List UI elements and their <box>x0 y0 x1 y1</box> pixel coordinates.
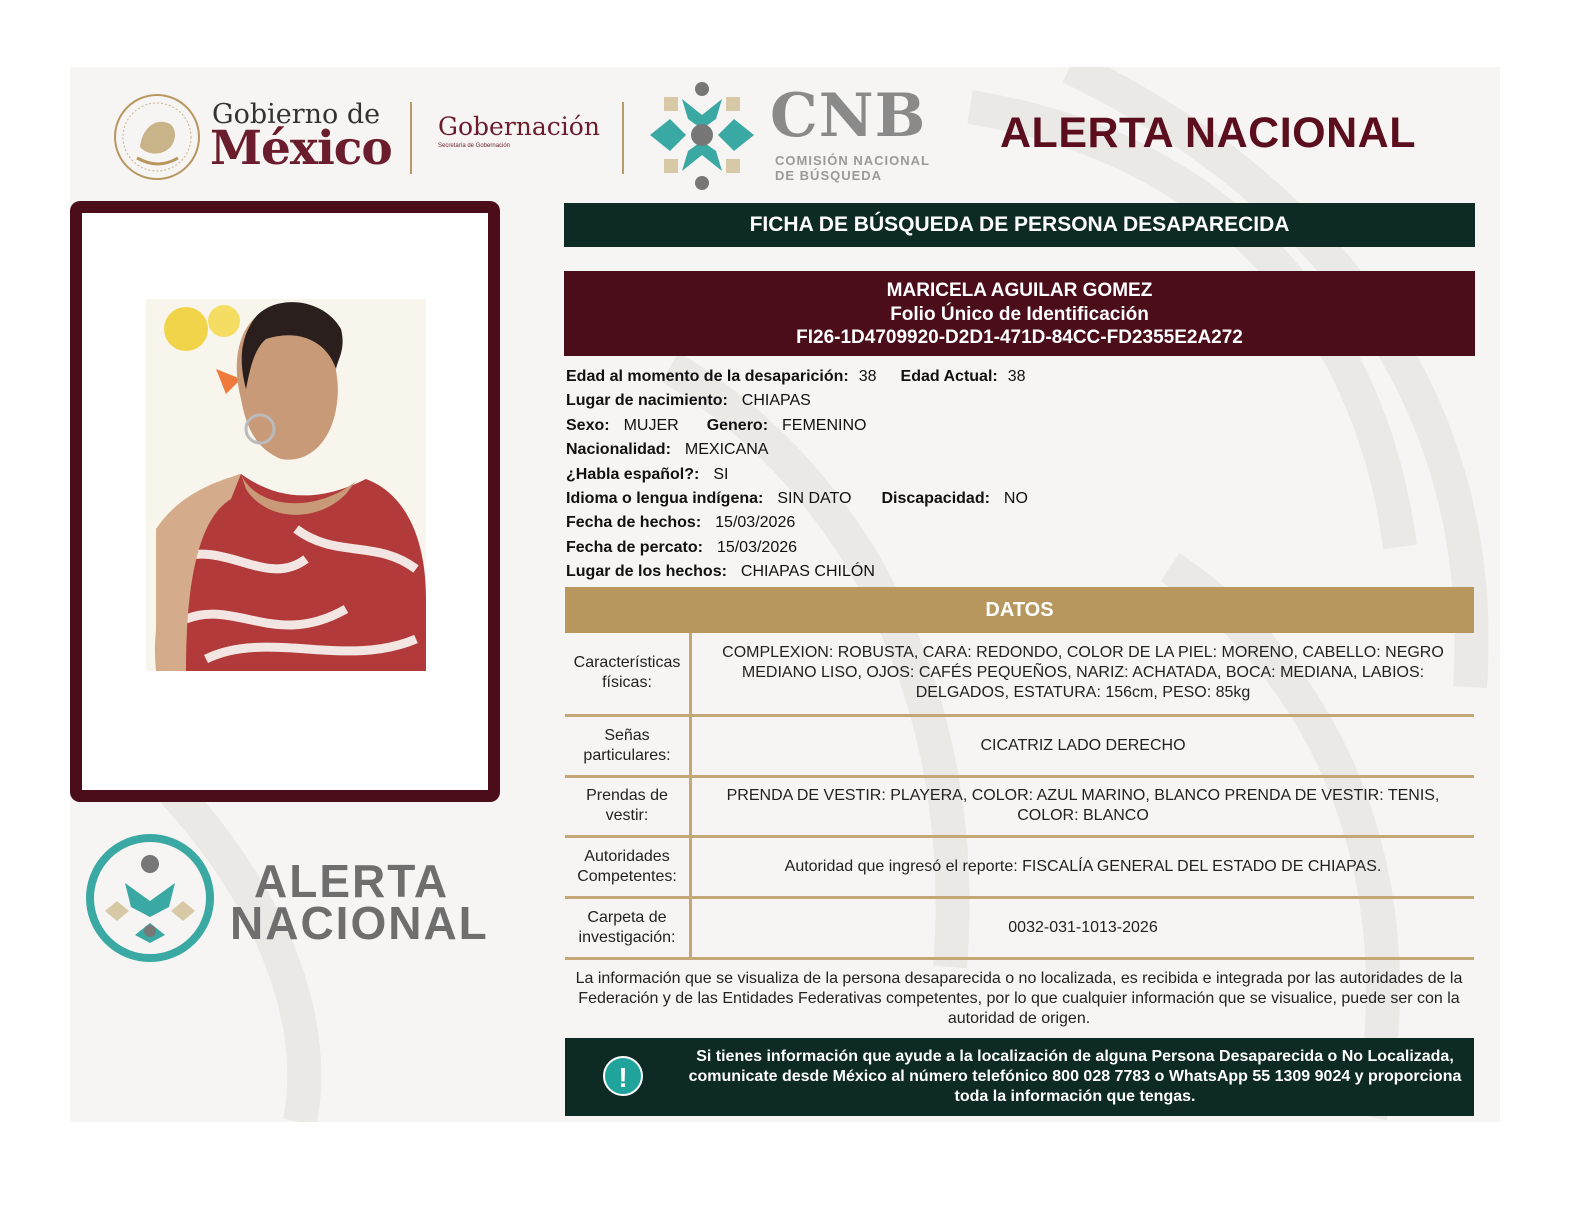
alerta-logo-line1: ALERTA <box>254 855 450 907</box>
folio-label: Folio Único de Identificación <box>890 303 1149 325</box>
cnb-subtitle-line2: DE BÚSQUEDA <box>775 168 883 183</box>
disclaimer-text: La información que se visualiza de la persona desaparecida o no localizada, es recibida e integrada por las autoridades de la Federación y de las Entidades Federativas competentes, por lo que cualquier información que se visualice, puede ser con la autoridad de origen. <box>575 970 1463 1027</box>
datos-title: DATOS <box>565 587 1474 633</box>
fecha-hechos-value: 15/03/2026 <box>715 514 796 532</box>
alerta-logo-line2: NACIONAL <box>230 897 489 949</box>
datos-table <box>565 633 1474 960</box>
fecha-hechos-label: Fecha de hechos: <box>566 514 702 532</box>
datos-label: Prendas de vestir: <box>565 776 691 836</box>
info-row-fecha-percato <box>566 536 1466 560</box>
datos-row <box>565 836 1474 897</box>
datos-label: Carpeta de investigación: <box>565 897 691 958</box>
datos-value: Autoridad que ingresó el reporte: FISCALÍA GENERAL DEL ESTADO DE CHIAPAS. <box>691 836 1475 897</box>
search-sheet <box>70 67 1500 1122</box>
info-row-lugar-hechos <box>566 560 1466 584</box>
discapacidad-value: NO <box>1003 489 1028 507</box>
sexo-value: MUJER <box>623 416 679 434</box>
gobernacion-subtext: Secretaría de Gobernación <box>438 143 511 149</box>
info-row-habla <box>566 463 1466 487</box>
lugar-nacimiento-label: Lugar de nacimiento: <box>566 392 728 410</box>
info-row-nacionalidad <box>566 438 1466 462</box>
alert-title: ALERTA NACIONAL <box>1000 109 1416 157</box>
datos-value: PRENDA DE VESTIR: PLAYERA, COLOR: AZUL MARINO, BLANCO PRENDA DE VESTIR: TENIS, COLOR: BLANCO <box>691 776 1475 836</box>
ficha-title: FICHA DE BÚSQUEDA DE PERSONA DESAPARECIDA <box>564 203 1475 247</box>
folio-value: FI26-1D4709920-D2D1-471D-84CC-FD2355E2A272 <box>796 327 1243 348</box>
fecha-percato-value: 15/03/2026 <box>716 538 798 556</box>
lugar-hechos-label: Lugar de los hechos: <box>566 563 727 581</box>
person-name-box <box>564 271 1475 356</box>
idioma-label: Idioma o lengua indígena: <box>566 489 764 507</box>
edad-actual-value: 38 <box>1007 368 1026 385</box>
datos-label: Señas particulares: <box>565 715 691 776</box>
discapacidad-label: Discapacidad: <box>881 489 990 507</box>
edad-actual-label: Edad Actual: <box>900 368 998 385</box>
nacionalidad-label: Nacionalidad: <box>566 441 671 459</box>
gobierno-de-text: Gobierno de <box>212 99 381 130</box>
exclamation-icon: ! <box>603 1056 643 1096</box>
header <box>70 67 1500 202</box>
datos-row <box>565 715 1474 776</box>
datos-value: 0032-031-1013-2026 <box>691 897 1475 958</box>
gobernacion-text: Gobernación <box>438 112 600 141</box>
datos-value: COMPLEXION: ROBUSTA, CARA: REDONDO, COLOR DE LA PIEL: MORENO, CABELLO: NEGRO MEDIANO LISO, OJOS: CAFÉS PEQUEÑOS, NARIZ: ACHATADA, BOCA: MEDIANA, LABIOS: DELGADOS, ESTATURA: 156cm, PESO: 85kg <box>691 633 1475 715</box>
info-row-fecha-hechos <box>566 511 1466 535</box>
alerta-nacional-logo-icon <box>83 831 217 965</box>
genero-label: Genero: <box>706 416 769 434</box>
cnb-subtitle <box>775 153 975 183</box>
contact-text: Si tienes información que ayude a la localización de alguna Persona Desaparecida o No Localizada, comunicate desde México al número telefónico 800 028 7783 o WhatsApp 55 1309 9024 y proporciona toda la información que tengas. <box>688 1048 1462 1105</box>
nacionalidad-value: MEXICANA <box>684 441 769 459</box>
datos-row <box>565 776 1474 836</box>
alerta-nacional-logo-text <box>230 855 489 949</box>
cnb-subtitle-line1: COMISIÓN NACIONAL <box>775 153 930 168</box>
header-divider <box>410 102 412 174</box>
habla-value: SI <box>713 465 729 483</box>
sexo-label: Sexo: <box>566 416 610 434</box>
datos-row <box>565 633 1474 715</box>
info-row-edad <box>566 365 1466 389</box>
lugar-hechos-value: CHIAPAS CHILÓN <box>740 563 875 581</box>
person-photo <box>146 299 426 671</box>
national-seal-icon <box>112 92 202 182</box>
datos-value: CICATRIZ LADO DERECHO <box>691 715 1475 776</box>
person-info <box>566 365 1466 585</box>
fecha-percato-label: Fecha de percato: <box>566 538 703 556</box>
habla-label: ¿Habla español?: <box>566 465 700 483</box>
datos-label: Características físicas: <box>565 633 691 715</box>
person-name: MARICELA AGUILAR GOMEZ <box>886 280 1153 301</box>
datos-label: Autoridades Competentes: <box>565 836 691 897</box>
cnb-logo-icon <box>646 79 758 191</box>
cnb-text: CNB <box>770 81 927 151</box>
idioma-value: SIN DATO <box>777 489 852 507</box>
info-row-sexo <box>566 414 1466 438</box>
contact-banner <box>565 1038 1474 1116</box>
photo-frame <box>70 201 500 802</box>
mexico-text: México <box>210 121 392 176</box>
photo-container <box>82 213 488 790</box>
genero-value: FEMENINO <box>782 416 867 434</box>
edad-desaparicion-value: 38 <box>858 368 877 385</box>
edad-desaparicion-label: Edad al momento de la desaparición: <box>566 368 849 385</box>
info-row-nacimiento <box>566 389 1466 413</box>
datos-row <box>565 897 1474 958</box>
info-row-idioma <box>566 487 1466 511</box>
header-divider <box>622 102 624 174</box>
lugar-nacimiento-value: CHIAPAS <box>741 392 811 410</box>
